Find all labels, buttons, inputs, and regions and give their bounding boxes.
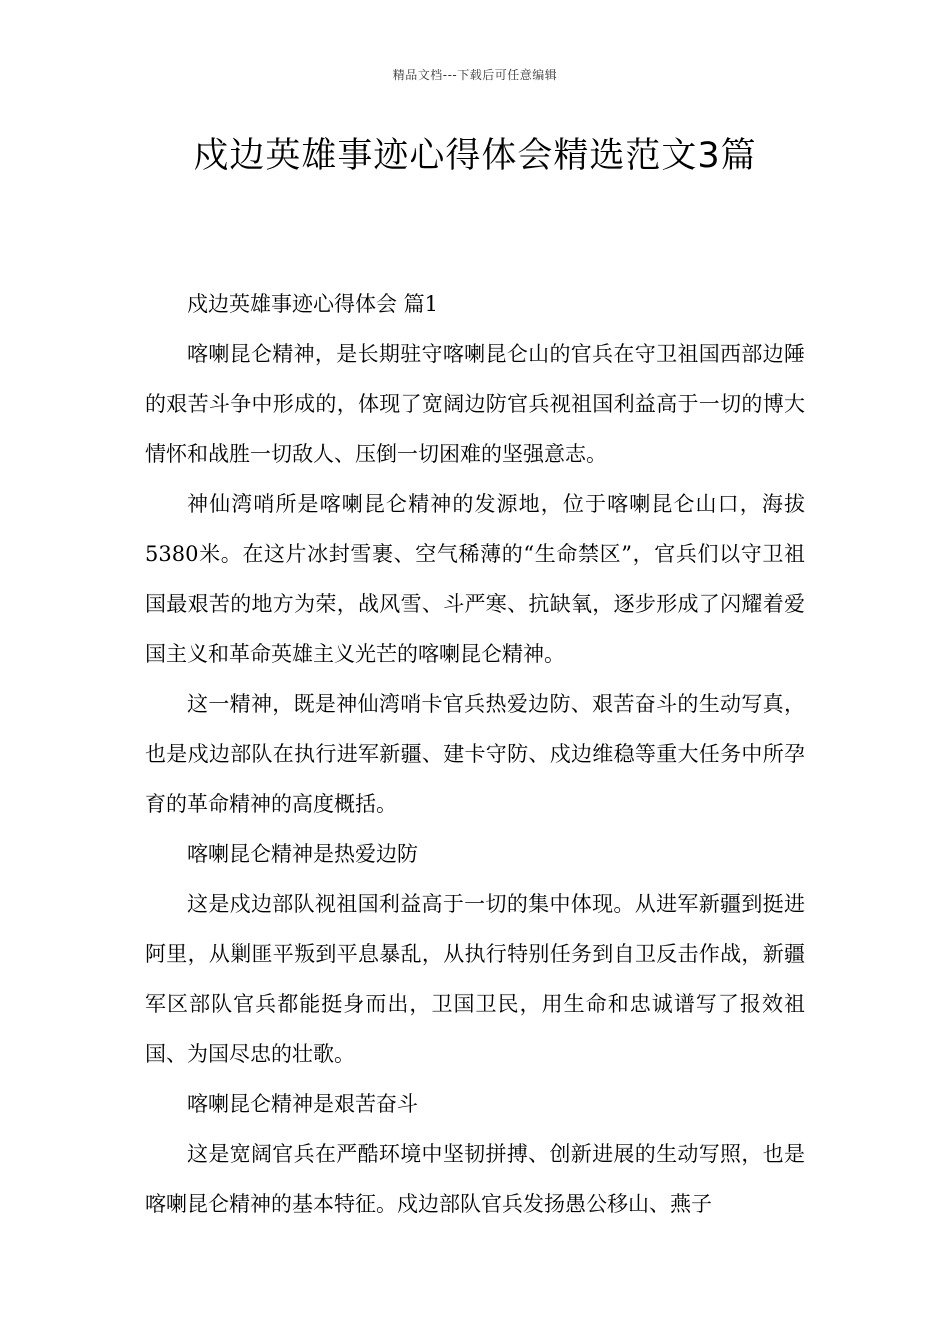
document-body: [145, 279, 805, 1229]
paragraph: 这一精神，既是神仙湾哨卡官兵热爱边防、艰苦奋斗的生动写真，也是戍边部队在执行进军新疆、建卡守防、戍边维稳等重大任务中所孕育的革命精神的高度概括。: [145, 692, 805, 816]
document-title: 戍边英雄事迹心得体会精选范文3篇: [193, 136, 757, 176]
paragraph: 神仙湾哨所是喀喇昆仑精神的发源地，位于喀喇昆仑山口，海拔5380米。在这片冰封雪裹、空气稀薄的“生命禁区”，官兵们以守卫祖国最艰苦的地方为荣，战风雪、斗严寒、抗缺氧，逐步形成了闪耀着爱国主义和革命英雄主义光芒的喀喇昆仑精神。: [145, 492, 805, 666]
paragraph: 这是戍边部队视祖国利益高于一切的集中体现。从进军新疆到挺进阿里，从剿匪平叛到平息暴乱，从执行特别任务到自卫反击作战，新疆军区部队官兵都能挺身而出，卫国卫民，用生命和忠诚谱写了报效祖国、为国尽忠的壮歌。: [145, 892, 805, 1066]
paragraph: 喀喇昆仑精神，是长期驻守喀喇昆仑山的官兵在守卫祖国西部边陲的艰苦斗争中形成的，体现了宽阔边防官兵视祖国利益高于一切的博大情怀和战胜一切敌人、压倒一切困难的坚强意志。: [145, 342, 805, 466]
subheading: 喀喇昆仑精神是热爱边防: [187, 842, 418, 866]
subheading: 喀喇昆仑精神是艰苦奋斗: [187, 1092, 418, 1116]
paragraph: 这是宽阔官兵在严酷环境中坚韧拼搏、创新进展的生动写照，也是喀喇昆仑精神的基本特征。戍边部队官兵发扬愚公移山、燕子: [145, 1142, 805, 1216]
section-heading: 戍边英雄事迹心得体会 篇1: [187, 292, 439, 316]
header-note: 精品文档---下载后可任意编辑: [392, 68, 558, 82]
